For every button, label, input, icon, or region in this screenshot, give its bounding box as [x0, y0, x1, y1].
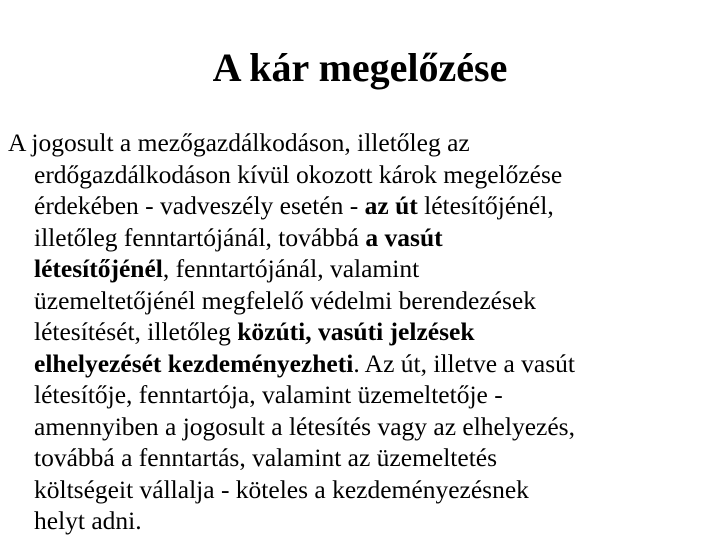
bold-text-run: létesítőjénél: [34, 254, 163, 283]
paragraph-line: [8, 474, 720, 506]
text-run: erdőgazdálkodáson kívül okozott károk megelőzése: [34, 159, 563, 189]
text-run: helyt adni.: [34, 506, 142, 535]
bold-text-run: közúti, vasúti jelzések: [237, 317, 475, 346]
text-run: továbbá a fenntartás, valamint az üzemeltetés: [34, 443, 498, 472]
text-run: létesítője, fenntartója, valamint üzemeltetője -: [34, 380, 503, 409]
paragraph-line: [8, 127, 720, 159]
paragraph-line: [8, 285, 720, 317]
text-run: költségeit vállalja - köteles a kezdeményezésnek: [34, 474, 529, 504]
paragraph-line: [8, 505, 720, 537]
text-run: üzemeltetőjénél megfelelő védelmi berendezések: [34, 285, 536, 315]
paragraph-line: [8, 348, 720, 380]
slide-title: A kár megelőzése: [212, 45, 508, 90]
paragraph-line: [8, 253, 720, 285]
paragraph-line: [8, 190, 720, 222]
paragraph-line: [8, 159, 720, 191]
text-run: . Az út, illetve a vasút: [353, 348, 575, 378]
text-run: , fenntartójánál, valamint: [162, 254, 420, 283]
paragraph-line: [8, 316, 720, 348]
text-run: A jogosult a mezőgazdálkodáson, illetőleg az: [8, 128, 470, 157]
text-run: amennyiben a jogosult a létesítés vagy az elhelyezés,: [34, 411, 575, 441]
paragraph-line: [8, 222, 720, 254]
text-run: létesítőjénél,: [417, 191, 554, 220]
paragraph-line: [8, 411, 720, 443]
bold-text-run: az út: [364, 191, 418, 220]
bold-text-run: elhelyezését kezdeményezheti: [34, 348, 354, 378]
text-run: illetőleg fenntartójánál, továbbá: [34, 222, 366, 252]
bold-text-run: a vasút: [365, 222, 443, 252]
paragraph-line: [8, 442, 720, 474]
paragraph-line: [8, 379, 720, 411]
body-paragraph: [8, 127, 720, 537]
text-run: érdekében - vadveszély esetén -: [34, 191, 365, 220]
text-run: létesítését, illetőleg: [34, 317, 238, 346]
